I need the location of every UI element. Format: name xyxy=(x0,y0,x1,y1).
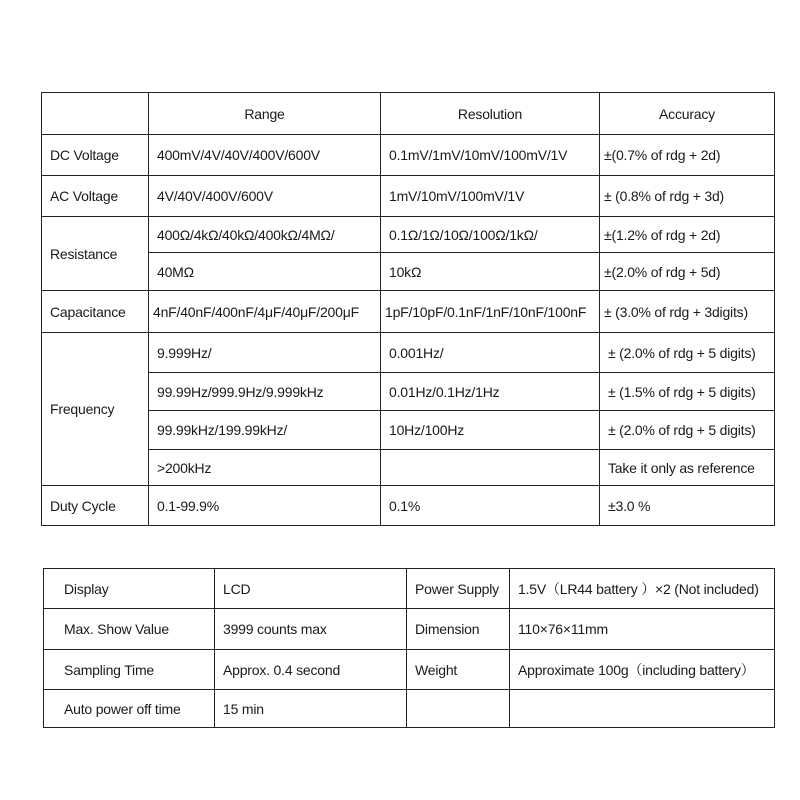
table-row-resistance-1 xyxy=(42,217,775,253)
frequency-accuracy-4: Take it only as reference xyxy=(600,450,775,486)
frequency-range-4: >200kHz xyxy=(149,450,381,486)
dc-voltage-resolution: 0.1mV/1mV/10mV/100mV/1V xyxy=(381,135,600,176)
dc-voltage-accuracy: ±(0.7% of rdg + 2d) xyxy=(600,135,775,176)
table-row-frequency-3 xyxy=(42,411,775,450)
frequency-accuracy-1: ± (2.0% of rdg + 5 digits) xyxy=(600,333,775,373)
empty-value xyxy=(510,690,775,728)
frequency-resolution-1: 0.001Hz/ xyxy=(381,333,600,373)
power-supply-value: 1.5V（LR44 battery ）×2 (Not included) xyxy=(510,569,775,609)
resistance-range-1: 400Ω/4kΩ/40kΩ/400kΩ/4MΩ/ xyxy=(149,217,381,253)
header-range: Range xyxy=(149,93,381,135)
table-row-sampling xyxy=(44,650,775,690)
frequency-range-3: 99.99kHz/199.99kHz/ xyxy=(149,411,381,450)
display-value: LCD xyxy=(215,569,407,609)
table-row-capacitance xyxy=(42,291,775,333)
display-label: Display xyxy=(44,569,215,609)
sampling-time-value: Approx. 0.4 second xyxy=(215,650,407,690)
dimension-value: 110×76×11mm xyxy=(510,609,775,650)
table-row-frequency-1 xyxy=(42,333,775,373)
max-show-value: 3999 counts max xyxy=(215,609,407,650)
table-row-ac-voltage xyxy=(42,176,775,217)
specifications-table xyxy=(41,92,775,526)
ac-voltage-range: 4V/40V/400V/600V xyxy=(149,176,381,217)
capacitance-resolution: 1pF/10pF/0.1nF/1nF/10nF/100nF xyxy=(381,291,600,333)
frequency-label: Frequency xyxy=(42,333,149,486)
capacitance-range: 4nF/40nF/400nF/4μF/40μF/200μF xyxy=(149,291,381,333)
table-row-frequency-2 xyxy=(42,373,775,411)
capacitance-label: Capacitance xyxy=(42,291,149,333)
dimension-label: Dimension xyxy=(407,609,510,650)
table-row-duty-cycle xyxy=(42,486,775,526)
frequency-accuracy-3: ± (2.0% of rdg + 5 digits) xyxy=(600,411,775,450)
empty-label xyxy=(407,690,510,728)
resistance-resolution-2: 10kΩ xyxy=(381,253,600,291)
sampling-time-label: Sampling Time xyxy=(44,650,215,690)
duty-cycle-label: Duty Cycle xyxy=(42,486,149,526)
dc-voltage-range: 400mV/4V/40V/400V/600V xyxy=(149,135,381,176)
auto-power-off-label: Auto power off time xyxy=(44,690,215,728)
frequency-resolution-2: 0.01Hz/0.1Hz/1Hz xyxy=(381,373,600,411)
frequency-resolution-3: 10Hz/100Hz xyxy=(381,411,600,450)
resistance-label: Resistance xyxy=(42,217,149,291)
ac-voltage-accuracy: ± (0.8% of rdg + 3d) xyxy=(600,176,775,217)
table-row-frequency-4 xyxy=(42,450,775,486)
weight-value: Approximate 100g（including battery） xyxy=(510,650,775,690)
header-row xyxy=(42,93,775,135)
general-specs-table xyxy=(43,568,775,728)
frequency-accuracy-2: ± (1.5% of rdg + 5 digits) xyxy=(600,373,775,411)
power-supply-label: Power Supply xyxy=(407,569,510,609)
resistance-resolution-1: 0.1Ω/1Ω/10Ω/100Ω/1kΩ/ xyxy=(381,217,600,253)
header-blank xyxy=(42,93,149,135)
header-accuracy: Accuracy xyxy=(600,93,775,135)
duty-cycle-range: 0.1-99.9% xyxy=(149,486,381,526)
frequency-range-1: 9.999Hz/ xyxy=(149,333,381,373)
ac-voltage-label: AC Voltage xyxy=(42,176,149,217)
duty-cycle-resolution: 0.1% xyxy=(381,486,600,526)
resistance-range-2: 40MΩ xyxy=(149,253,381,291)
table-row-resistance-2 xyxy=(42,253,775,291)
table-row-dc-voltage xyxy=(42,135,775,176)
capacitance-accuracy: ± (3.0% of rdg + 3digits) xyxy=(600,291,775,333)
frequency-resolution-4 xyxy=(381,450,600,486)
dc-voltage-label: DC Voltage xyxy=(42,135,149,176)
table-row-display xyxy=(44,569,775,609)
table-row-auto-power-off xyxy=(44,690,775,728)
weight-label: Weight xyxy=(407,650,510,690)
ac-voltage-resolution: 1mV/10mV/100mV/1V xyxy=(381,176,600,217)
duty-cycle-accuracy: ±3.0 % xyxy=(600,486,775,526)
table-row-max-show xyxy=(44,609,775,650)
auto-power-off-value: 15 min xyxy=(215,690,407,728)
frequency-range-2: 99.99Hz/999.9Hz/9.999kHz xyxy=(149,373,381,411)
resistance-accuracy-1: ±(1.2% of rdg + 2d) xyxy=(600,217,775,253)
max-show-label: Max. Show Value xyxy=(44,609,215,650)
header-resolution: Resolution xyxy=(381,93,600,135)
resistance-accuracy-2: ±(2.0% of rdg + 5d) xyxy=(600,253,775,291)
